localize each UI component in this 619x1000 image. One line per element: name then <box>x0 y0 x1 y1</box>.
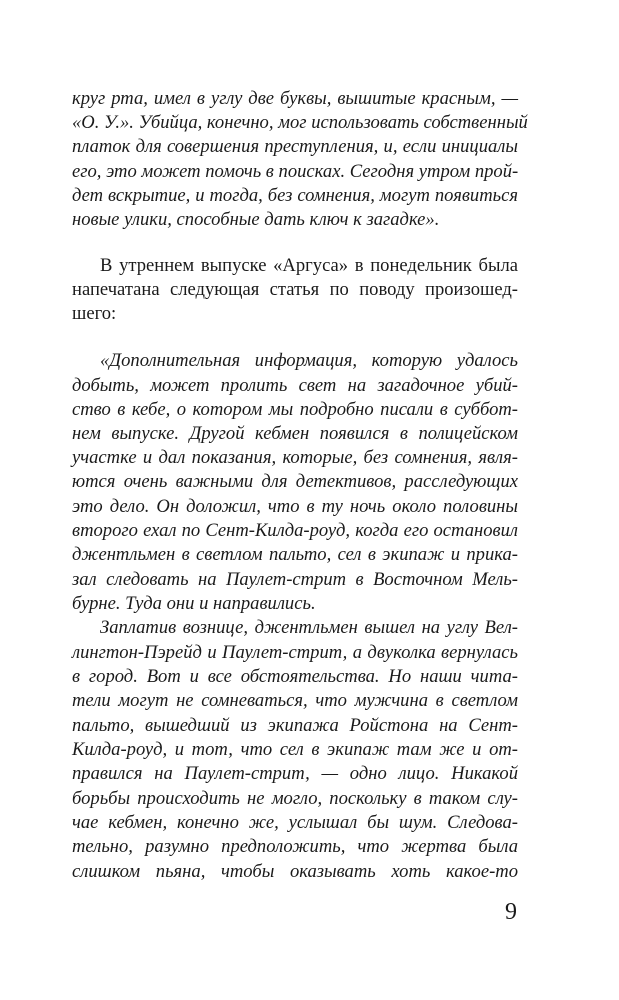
text-line: чае кебмен, конечно же, услышал бы шум. Следова- <box>72 812 518 833</box>
text-line: напечатана следующая статья по поводу произошед- <box>72 279 518 300</box>
text-line: второго ехал по Сент-Килда-роуд, когда его остановил <box>72 520 518 541</box>
text-line: нем выпуске. Другой кебмен появился в полицейском <box>72 423 518 444</box>
text-line: пальто, вышедший из экипажа Ройстона на Сент- <box>72 715 518 736</box>
text-line: Килда-роуд, и тот, что сел в экипаж там же и от- <box>72 739 518 760</box>
text-line: ство в кебе, о котором мы подробно писали в суббот- <box>72 399 518 420</box>
text-line: лингтон-Пэрейд и Паулет-стрит, а двуколка вернулась <box>72 642 518 663</box>
text-line: В утреннем выпуске «Аргуса» в понедельник была <box>100 255 518 276</box>
text-line: правился на Паулет-стрит, — одно лицо. Никакой <box>72 763 518 784</box>
text-line: его, это может помочь в поисках. Сегодня утром прой- <box>72 161 519 182</box>
text-line: бурне. Туда они и направились. <box>72 593 316 614</box>
page-number: 9 <box>505 899 517 925</box>
text-line: ются очень важными для детективов, расследующих <box>72 471 518 492</box>
text-line: добыть, может пролить свет на загадочное убий- <box>72 375 518 396</box>
text-line: джентльмен в светлом пальто, сел в экипаж и прика- <box>72 544 518 565</box>
text-line: дет вскрытие, и тогда, без сомнения, могут появиться <box>72 185 518 206</box>
text-line: это дело. Он доложил, что в ту ночь около половины <box>72 496 518 517</box>
text-line: «О. У.». Убийца, конечно, мог использовать собственный <box>72 112 528 133</box>
text-line: шего: <box>72 303 117 324</box>
text-line: в город. Вот и все обстоятельства. Но наши чита- <box>72 666 518 687</box>
text-line: новые улики, способные дать ключ к загадке». <box>72 209 440 230</box>
text-line: слишком пьяна, чтобы оказывать хоть какое-то <box>72 861 518 882</box>
text-line: участке и дал показания, которые, без сомнения, явля- <box>72 447 518 468</box>
text-line: борьбы происходить не могло, поскольку в таком слу- <box>72 788 518 809</box>
text-line: круг рта, имел в углу две буквы, вышитые красным, — <box>72 88 518 109</box>
text-line: тельно, разумно предположить, что жертва была <box>72 836 518 857</box>
text-line: Заплатив вознице, джентльмен вышел на углу Вел- <box>100 617 518 638</box>
text-line: «Дополнительная информация, которую удалось <box>100 350 518 371</box>
text-line: зал следовать на Паулет-стрит в Восточном Мель- <box>72 569 518 590</box>
text-line: платок для совершения преступления, и, если инициалы <box>72 136 518 157</box>
text-line: тели могут не сомневаться, что мужчина в светлом <box>72 690 518 711</box>
